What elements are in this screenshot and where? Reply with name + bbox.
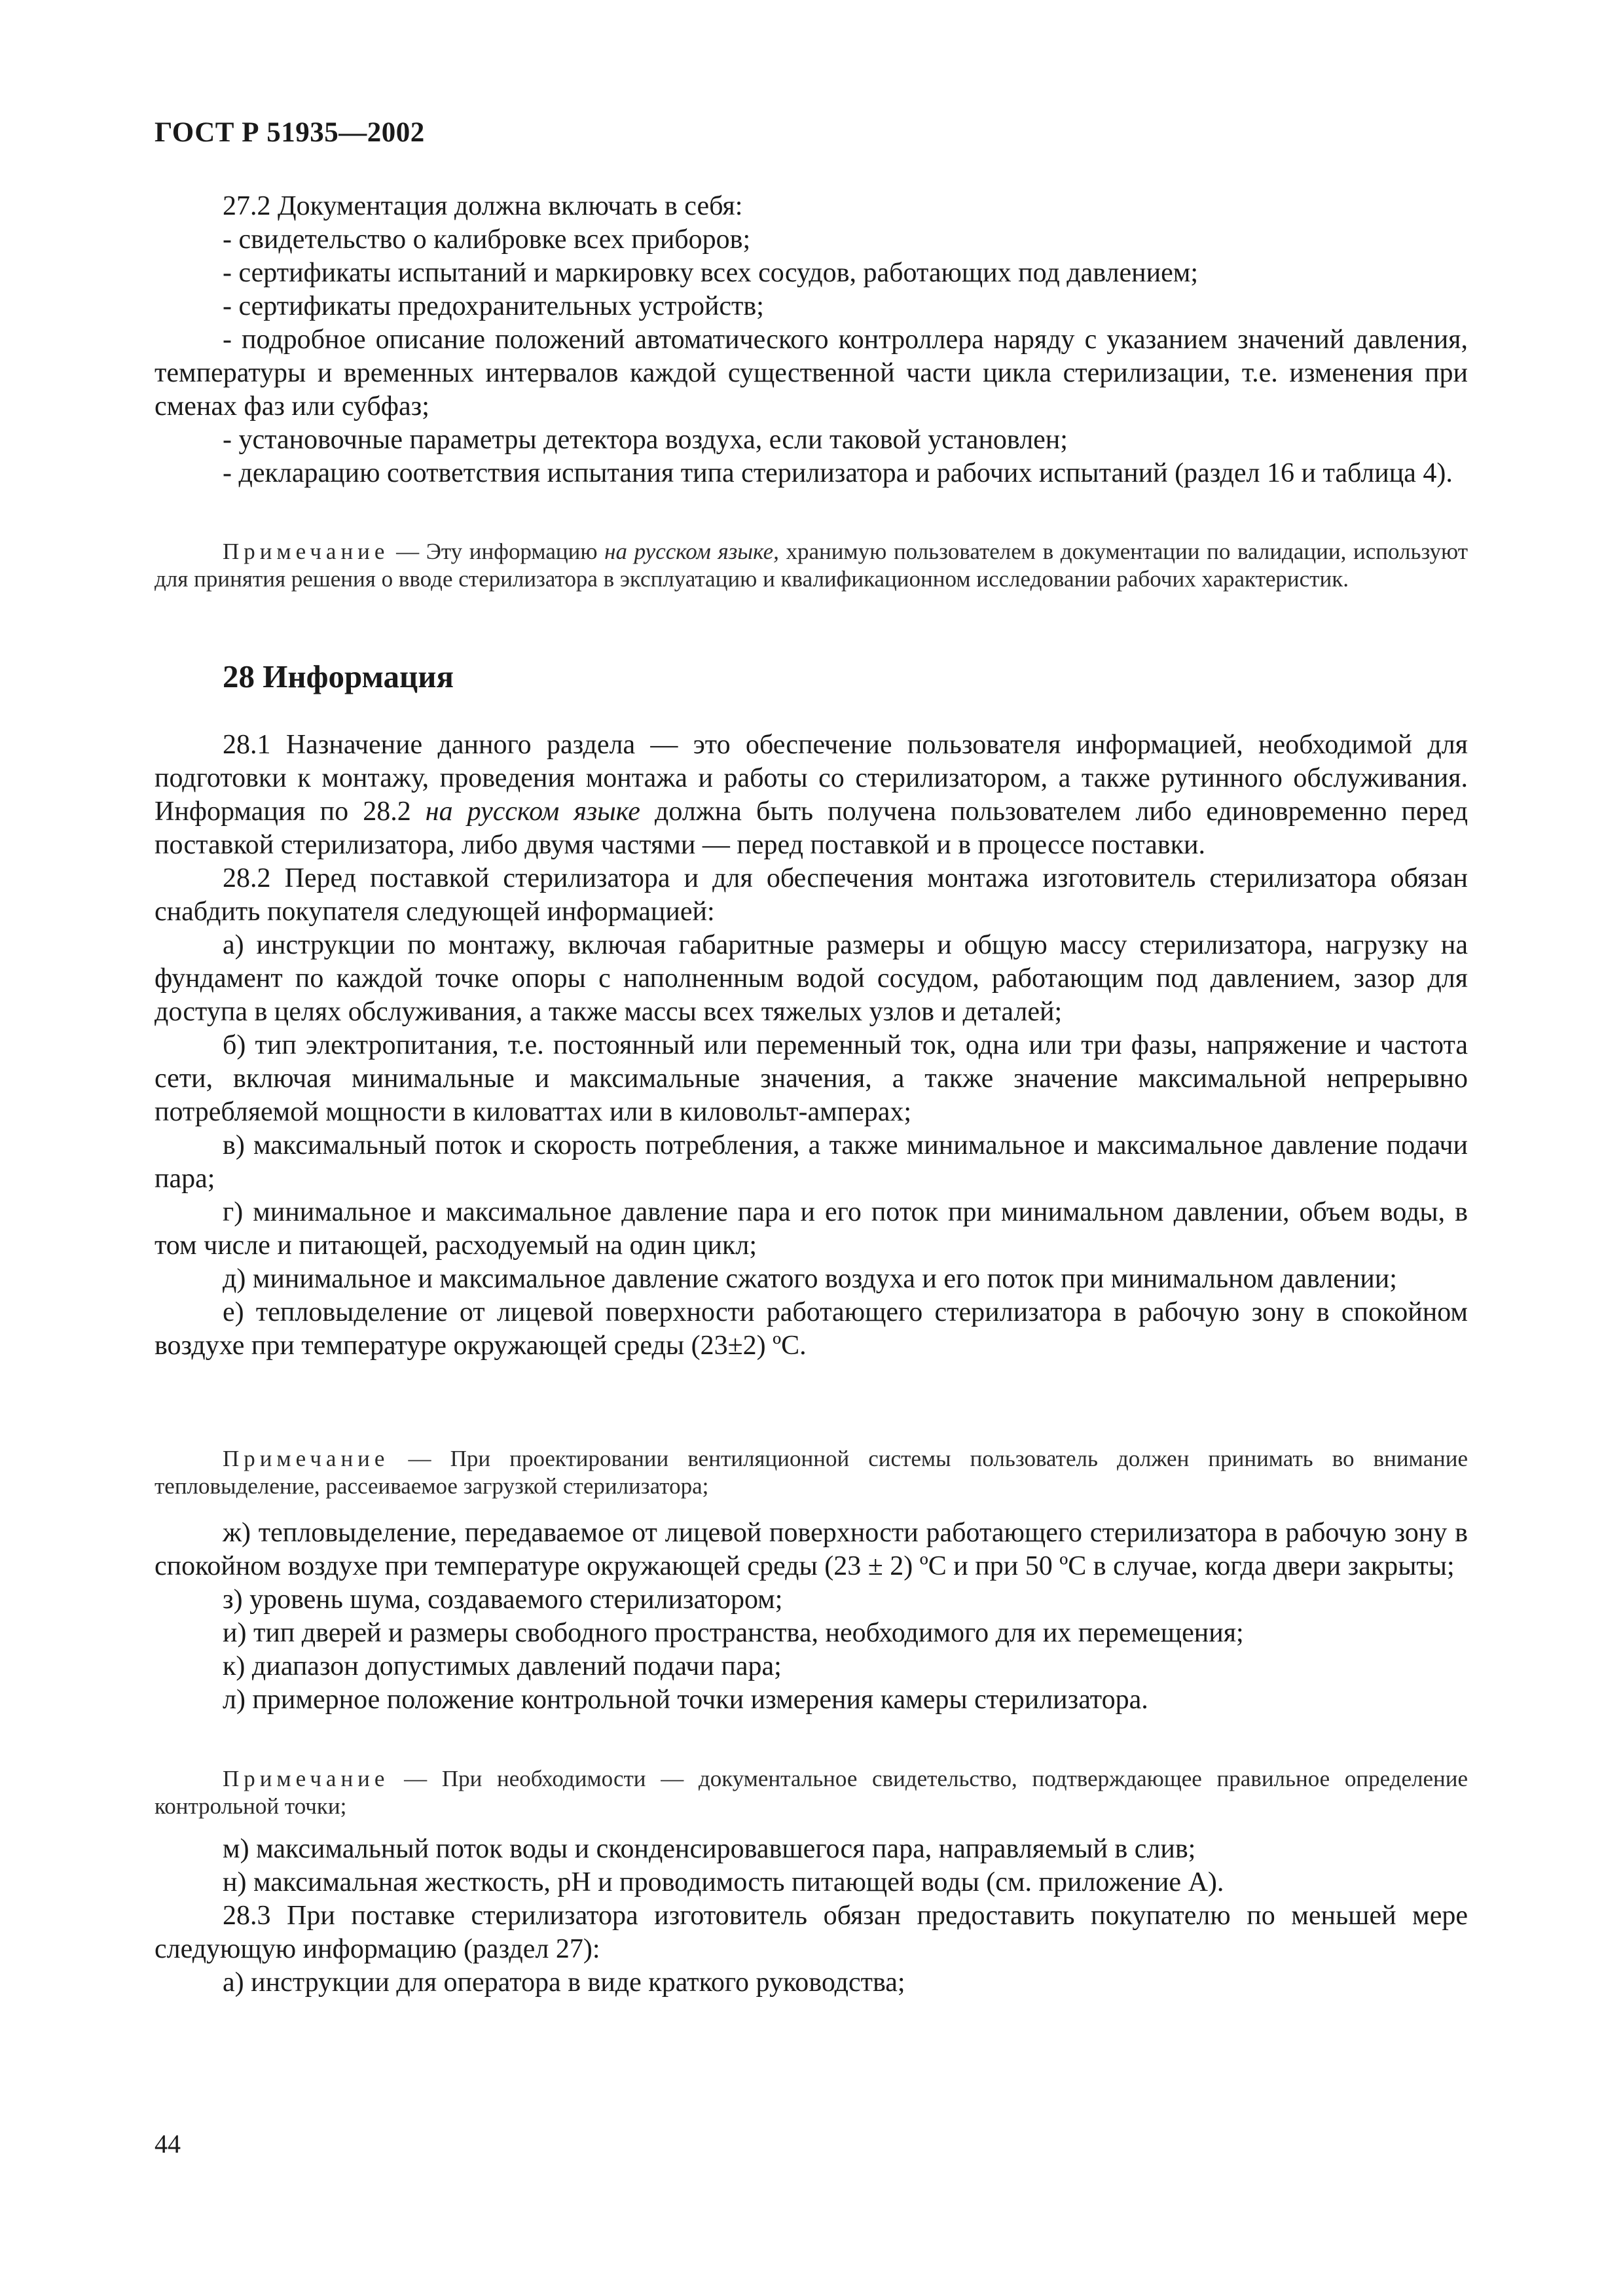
note-dash: — bbox=[389, 539, 426, 564]
list-item: з) уровень шума, создаваемого стерилизатором; bbox=[223, 1585, 783, 1615]
list-item: к) диапазон допустимых давлений подачи пара; bbox=[223, 1651, 782, 1681]
paragraph-28-3: 28.3 При поставке стерилизатора изготовитель обязан предоставить покупателю по меньшей мере следующую информацию (раздел 27): bbox=[155, 1901, 1468, 1964]
list-item: м) максимальный поток воды и сконденсировавшегося пара, направляемый в слив; bbox=[223, 1834, 1196, 1864]
note-dash: — bbox=[389, 1446, 450, 1471]
note-label: Примечание bbox=[223, 1766, 390, 1791]
list-item: и) тип дверей и размеры свободного пространства, необходимого для их перемещения; bbox=[223, 1618, 1244, 1648]
p281-text-end: должна быть получена пользователем либо единовременно перед поставкой стерилизатора, либо двумя частями — перед поставкой и в процессе поставки. bbox=[155, 797, 1468, 860]
section-28-body bbox=[155, 728, 1468, 1363]
list-item: л) примерное положение контрольной точки измерения камеры стерилизатора. bbox=[223, 1685, 1148, 1715]
note-text: Эту информацию bbox=[426, 539, 605, 564]
note-28-1 bbox=[155, 1445, 1468, 1500]
list-item: - сертификаты испытаний и маркировку всех сосудов, работающих под давлением; bbox=[223, 258, 1199, 288]
list-item: е) тепловыделение от лицевой поверхности работающего стерилизатора в рабочую зону в спокойном воздухе при температуре окружающей среды (23±2) ºС. bbox=[155, 1297, 1468, 1361]
list-item: - установочные параметры детектора воздуха, если таковой установлен; bbox=[223, 425, 1068, 455]
p281-text: 28.1 Назначение данного раздела — это обеспечение пользователя информацией, необходимой для подготовки к монтажу, проведения монтажа и работы со стерилизатором, а также рутинного обслуживания. Информация по 28.2 bbox=[155, 730, 1468, 827]
list-item: - свидетельство о калибровке всех приборов; bbox=[223, 224, 751, 255]
paragraph-28-2: 28.2 Перед поставкой стерилизатора и для обеспечения монтажа изготовитель стерилизатора обязан снабдить покупателя следующей информацией: bbox=[155, 863, 1468, 927]
list-item: н) максимальная жесткость, рН и проводимость питающей воды (см. приложение А). bbox=[223, 1867, 1224, 1897]
standard-header: ГОСТ Р 51935—2002 bbox=[155, 117, 425, 148]
list-item: а) инструкции для оператора в виде краткого руководства; bbox=[223, 1967, 905, 1998]
list-item: д) минимальное и максимальное давление сжатого воздуха и его поток при минимальном давлении; bbox=[223, 1264, 1397, 1294]
note-label: Примечание bbox=[223, 1446, 390, 1471]
list-item: - сертификаты предохранительных устройств; bbox=[223, 291, 764, 321]
page-number: 44 bbox=[155, 2129, 181, 2159]
list-item: ж) тепловыделение, передаваемое от лицевой поверхности работающего стерилизатора в рабочую зону в спокойном воздухе при температуре окружающей среды (23 ± 2) ºС и при 50 ºС в случае, когда двери закрыты; bbox=[155, 1518, 1468, 1581]
list-item: г) минимальное и максимальное давление пара и его поток при минимальном давлении, объем воды, в том числе и питающей, расходуемый на один цикл; bbox=[155, 1197, 1468, 1261]
paragraph-27-2: 27.2 Документация должна включать в себя: bbox=[223, 191, 743, 221]
list-item: - подробное описание положений автоматического контроллера наряду с указанием значений давления, температуры и временных интервалов каждой существенной части цикла стерилизации, т.е. изменения при сменах фаз или субфаз; bbox=[155, 325, 1468, 422]
paragraph-28-1 bbox=[155, 728, 1468, 862]
note-label: Примечание bbox=[223, 539, 390, 564]
section-28-items-zh-l bbox=[155, 1516, 1468, 1717]
list-item: б) тип электропитания, т.е. постоянный или переменный ток, одна или три фазы, напряжение и частота сети, включая минимальные и максимальные значения, а также значение максимальной непрерывно потребляемой мощности в киловаттах или в киловольт-амперах; bbox=[155, 1030, 1468, 1127]
list-item: в) максимальный поток и скорость потребления, а также минимальное и максимальное давление подачи пара; bbox=[155, 1130, 1468, 1194]
note-28-2 bbox=[155, 1765, 1468, 1820]
section-28-items-m-n bbox=[155, 1833, 1468, 2000]
section-27-2-list bbox=[155, 190, 1468, 490]
note-text-end: хранимую пользователем в документации по валидации, используют для принятия решения о вводе стерилизатора в эксплуатацию и квалификационном исследовании рабочих характеристик. bbox=[155, 539, 1468, 592]
list-item: - декларацию соответствия испытания типа стерилизатора и рабочих испытаний (раздел 16 и таблица 4). bbox=[223, 458, 1453, 488]
note-italic: на русском языке, bbox=[604, 539, 779, 564]
note-text: При проектировании вентиляционной системы пользователь должен принимать во внимание тепловыделение, рассеиваемое загрузкой стерилизатора; bbox=[155, 1446, 1468, 1499]
note-text: При необходимости — документальное свидетельство, подтверждающее правильное определение контрольной точки; bbox=[155, 1766, 1468, 1819]
note-dash: — bbox=[389, 1766, 442, 1791]
p281-italic: на русском языке bbox=[425, 797, 640, 827]
note-27 bbox=[155, 538, 1468, 593]
list-item: а) инструкции по монтажу, включая габаритные размеры и общую массу стерилизатора, нагрузку на фундамент по каждой точке опоры с наполненным водой сосудом, работающим под давлением, зазор для доступа в целях обслуживания, а также массы всех тяжелых узлов и деталей; bbox=[155, 930, 1468, 1027]
section-28-heading: 28 Информация bbox=[223, 658, 454, 694]
